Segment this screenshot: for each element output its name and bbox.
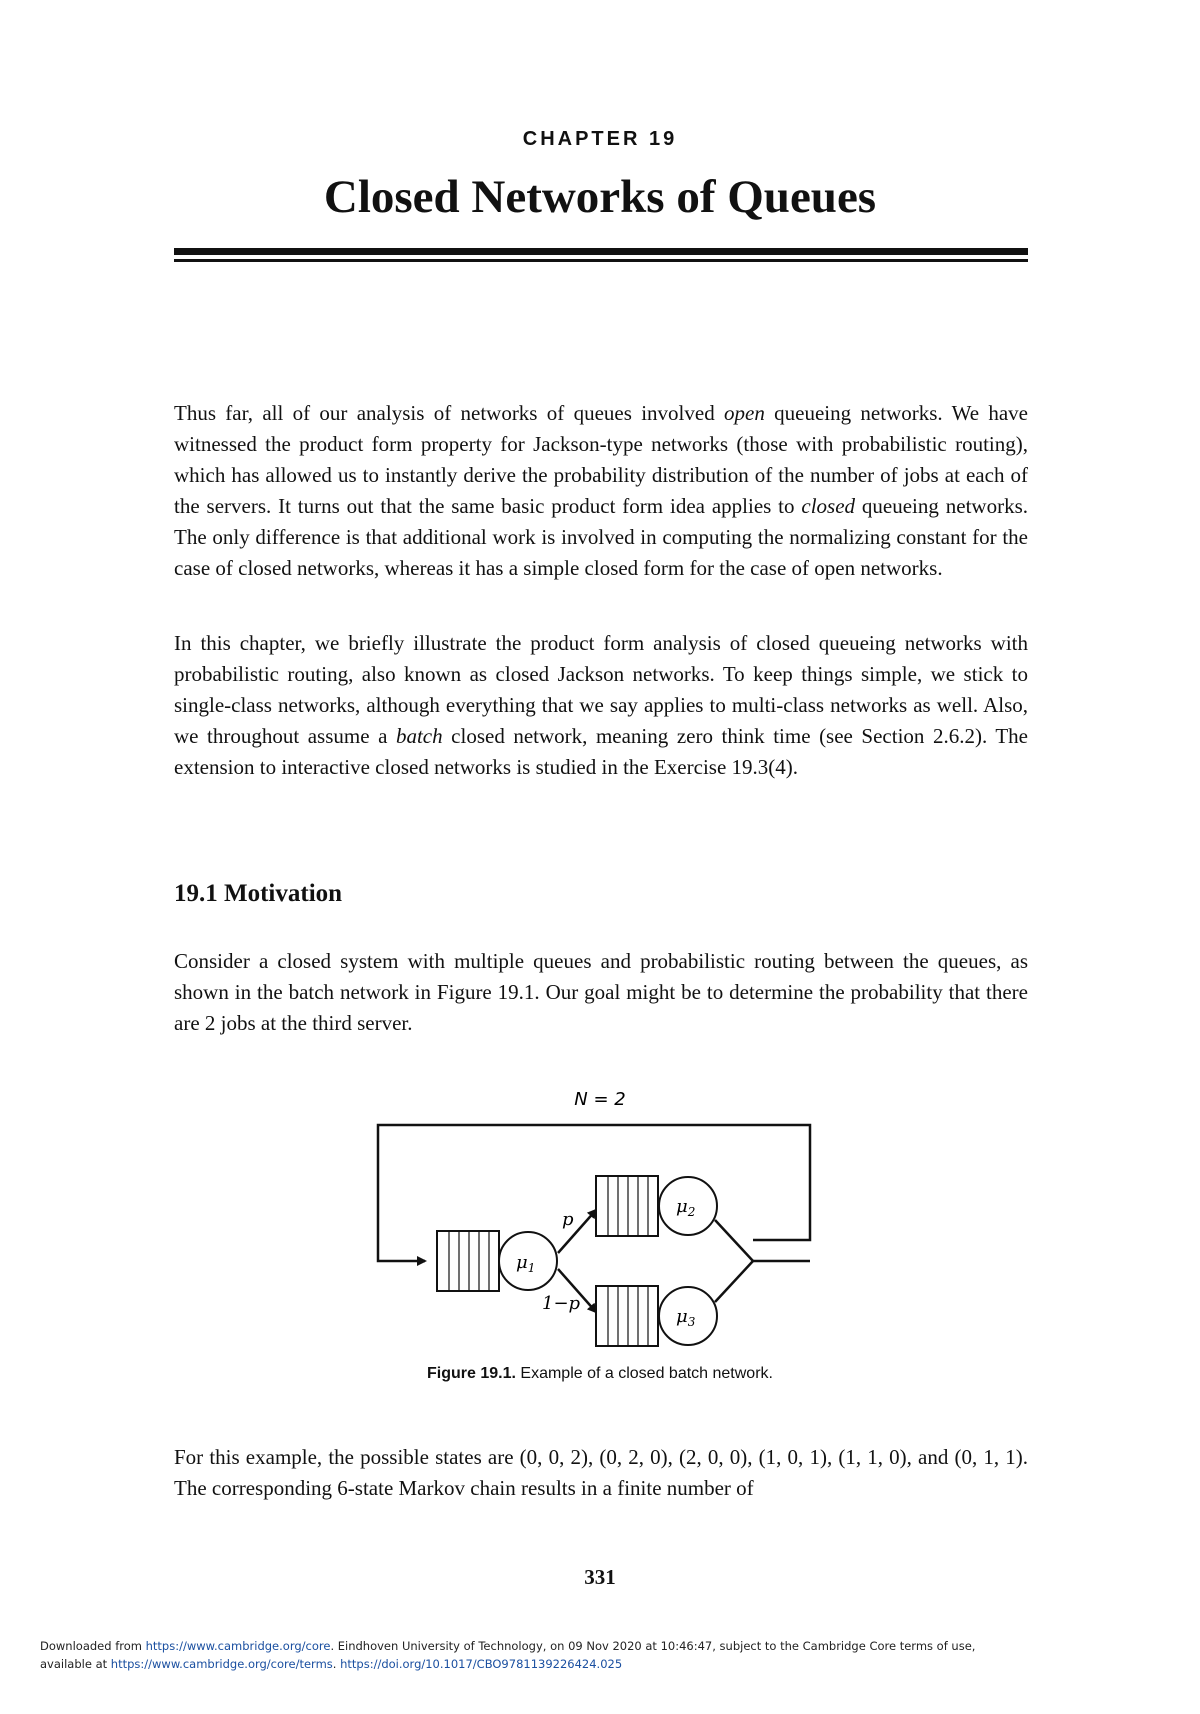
figure-19-1	[0, 1085, 1200, 1365]
probability-p-label: p	[562, 1209, 574, 1230]
queue-2-buffer	[596, 1176, 658, 1236]
closed-network-diagram	[0, 1085, 1200, 1365]
chapter-title: Closed Networks of Queues	[323, 171, 877, 223]
intro-paragraph-1: Thus far, all of our analysis of networks of queues involved open queueing networks. We have witnessed the product form property for Jackson-type networks (those with probabilistic routing), which has allowed us to instantly derive the probability distribution of the number of jobs at each of the servers. It turns out that the same basic product form idea applies to closed queueing networks. The only difference is that additional work is involved in computing the normalizing constant for the case of closed networks, whereas it has a simple closed form for the case of open networks.	[174, 401, 1029, 580]
terms-link[interactable]: https://www.cambridge.org/core/terms	[110, 1657, 333, 1671]
download-footer	[40, 1637, 1170, 1673]
queue-1-buffer	[437, 1231, 499, 1291]
title-rule-thick	[174, 248, 1028, 255]
cambridge-core-link[interactable]: https://www.cambridge.org/core	[145, 1639, 331, 1653]
figure-caption-text: Example of a closed batch network.	[520, 1365, 773, 1382]
server-1-rate-label: $\mu_1$	[516, 1252, 536, 1275]
population-label: N = 2	[574, 1089, 626, 1110]
footer-line-1: Downloaded from https://www.cambridge.org/core. Eindhoven University of Technology, on 09 Nov 2020 at 10:46:47, subject to the Cambridge Core terms of use,	[40, 1639, 976, 1653]
merge-line-lower	[715, 1261, 753, 1302]
title-rule-thin	[174, 259, 1028, 262]
probability-1-minus-p-label: 1−p	[542, 1293, 581, 1314]
emphasis-text: closed	[801, 494, 856, 518]
server-2-rate-label: $\mu_2$	[676, 1196, 696, 1219]
figure-caption-label: Figure 19.1.	[427, 1365, 516, 1382]
emphasis-text: open	[724, 401, 765, 425]
states-paragraph: For this example, the possible states are (0, 0, 2), (0, 2, 0), (2, 0, 0), (1, 0, 1), (1, 1, 0), and (0, 1, 1). The corresponding 6-state Markov chain results in a finite number of	[174, 1445, 1028, 1500]
footer-line-2: available at https://www.cambridge.org/core/terms. https://doi.org/10.1017/CBO9781139226424.025	[40, 1657, 623, 1671]
chapter-label: CHAPTER 19	[522, 128, 678, 150]
merge-line-upper	[715, 1220, 753, 1261]
motivation-paragraph: Consider a closed system with multiple queues and probabilistic routing between the queues, as shown in the batch network in Figure 19.1. Our goal might be to determine the probability that there are 2 jobs at the third server.	[174, 949, 1028, 1035]
emphasis-text: batch	[395, 724, 443, 748]
figure-caption	[0, 1365, 1200, 1383]
doi-link[interactable]: https://doi.org/10.1017/CBO9781139226424.025	[340, 1657, 623, 1671]
intro-paragraph-2: In this chapter, we briefly illustrate the product form analysis of closed queueing networks with probabilistic routing, also known as closed Jackson networks. To keep things simple, we stick to single-class networks, although everything that we say applies to multi-class networks as well. Also, we throughout assume a batch closed network, meaning zero think time (see Section 2.6.2). The extension to interactive closed networks is studied in the Exercise 19.3(4).	[174, 631, 1028, 779]
page-number: 331	[584, 1565, 616, 1589]
server-3-rate-label: $\mu_3$	[676, 1306, 696, 1329]
queue-3-buffer	[596, 1286, 658, 1346]
section-heading: 19.1 Motivation	[174, 880, 343, 907]
